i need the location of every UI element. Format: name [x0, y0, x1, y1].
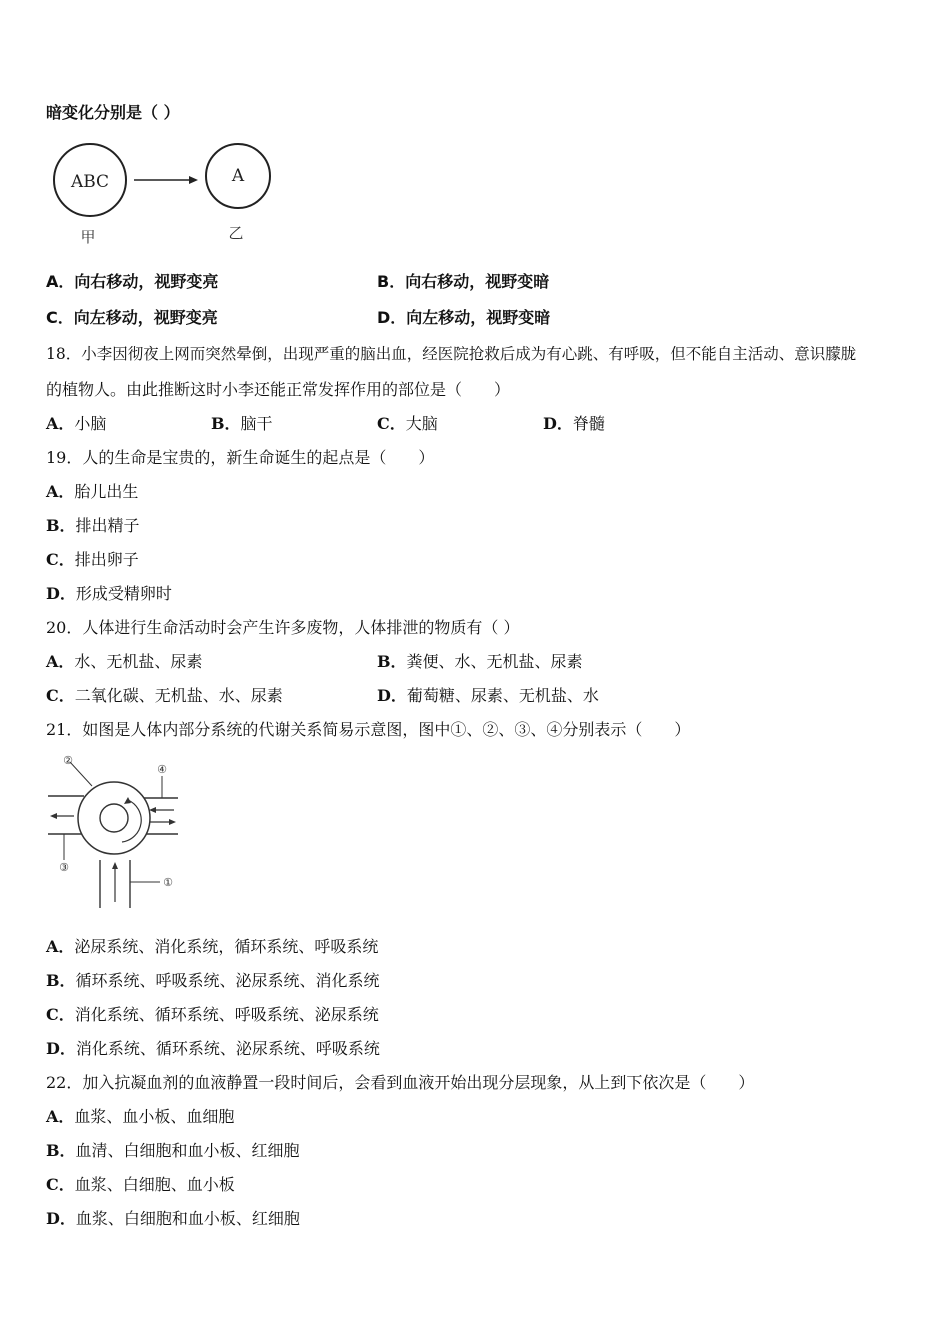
q22-option-a: A．血浆、血小板、血细胞: [46, 1107, 235, 1126]
q19-option-b: B．排出精子: [46, 516, 140, 535]
q17-option-d: D．向左移动，视野变暗: [377, 308, 551, 327]
q20-option-d: D．葡萄糖、尿素、无机盐、水: [377, 686, 599, 705]
q21-label-1: ①: [163, 876, 173, 889]
q21-label-2: ②: [63, 754, 73, 767]
q18-option-b: B．脑干: [211, 414, 273, 433]
q19-stem: 19．人的生命是宝贵的，新生命诞生的起点是（ ）: [46, 448, 435, 467]
q21-left-arrow-head: [50, 813, 57, 819]
q21-option-a: A．泌尿系统、消化系统，循环系统、呼吸系统: [46, 937, 379, 956]
q21-bottom-arrow-head: [112, 862, 118, 869]
q17-option-a: A．向右移动，视野变亮: [46, 272, 219, 291]
q18-option-a: A．小脑: [46, 414, 107, 433]
q17-circle-jia-text: ABC: [70, 172, 110, 192]
q21-option-d: D．消化系统、循环系统、泌尿系统、呼吸系统: [46, 1039, 380, 1058]
q18-option-d: D．脊髓: [543, 414, 605, 433]
q22-option-b: B．血清、白细胞和血小板、红细胞: [46, 1141, 300, 1160]
q21-label-3: ③: [59, 861, 69, 874]
q18-option-c: C．大脑: [377, 414, 438, 433]
q19-option-d: D．形成受精卵时: [46, 584, 172, 603]
q19-option-a: A．胎儿出生: [46, 482, 139, 501]
q17-label-yi: 乙: [228, 224, 244, 242]
q22-option-c: C．血浆、白细胞、血小板: [46, 1175, 235, 1194]
q18-stem-line1: 18．小李因彻夜上网而突然晕倒，出现严重的脑出血，经医院抢救后成为有心跳、有呼吸，但不能自主活动、意识朦胧: [46, 345, 857, 363]
q18-stem-line2: 的植物人。由此推断这时小李还能正常发挥作用的部位是（ ）: [46, 380, 511, 399]
q17-figure: [46, 138, 286, 250]
q17-option-c: C．向左移动，视野变亮: [46, 308, 218, 327]
q21-option-b: B．循环系统、呼吸系统、泌尿系统、消化系统: [46, 971, 380, 990]
q22-option-d: D．血浆、白细胞和血小板、红细胞: [46, 1209, 300, 1228]
q22-stem: 22．加入抗凝血剂的血液静置一段时间后，会看到血液开始出现分层现象，从上到下依次是（ ）: [46, 1073, 755, 1092]
q21-label-4: ④: [157, 763, 167, 776]
q20-option-a: A．水、无机盐、尿素: [46, 652, 203, 671]
q19-option-c: C．排出卵子: [46, 550, 139, 569]
q17-label-jia: 甲: [80, 228, 96, 246]
q21-metabolism-diagram: [46, 752, 186, 912]
q17-option-b: B．向右移动，视野变暗: [377, 272, 550, 291]
q17-stem-tail: 暗变化分别是（ ）: [46, 103, 180, 122]
q17-arrow-head: [189, 176, 198, 184]
q20-option-c: C．二氧化碳、无机盐、水、尿素: [46, 686, 283, 705]
q20-option-b: B．粪便、水、无机盐、尿素: [377, 652, 583, 671]
q21-outer-ring: [78, 782, 150, 854]
q17-circle-yi-text: A: [231, 166, 245, 186]
q21-stem: 21．如图是人体内部分系统的代谢关系简易示意图，图中①、②、③、④分别表示（ ）: [46, 720, 691, 739]
q21-right-arrow-out-head: [169, 819, 176, 825]
q21-option-c: C．消化系统、循环系统、呼吸系统、泌尿系统: [46, 1005, 379, 1024]
q20-stem: 20．人体进行生命活动时会产生许多废物，人体排泄的物质有（ ）: [46, 618, 520, 637]
